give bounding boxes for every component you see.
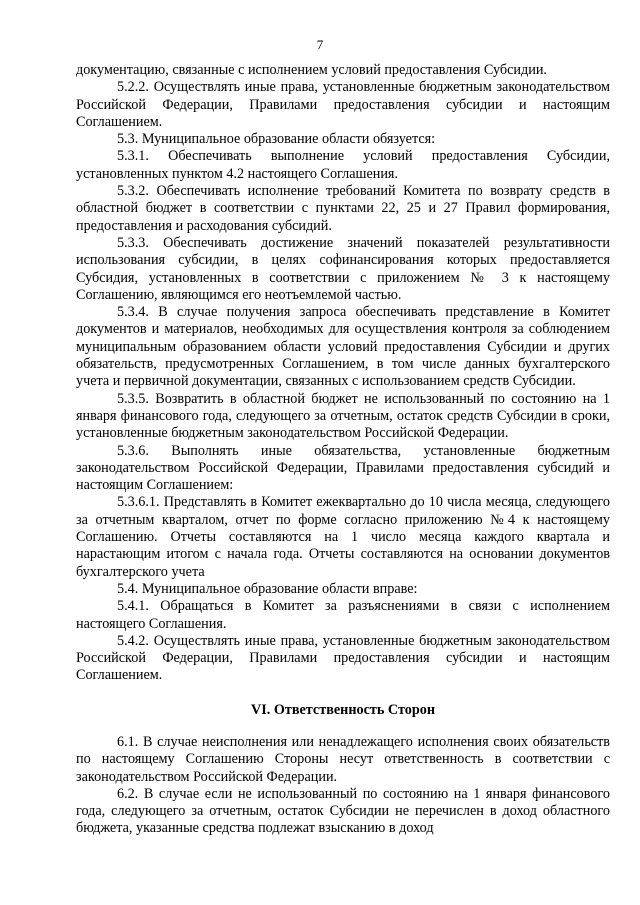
paragraph: 5.3. Муниципальное образование области обязуется:	[117, 131, 436, 148]
paragraph: 5.3.3. Обеспечивать достижение значений показателей результативности использования субсидии, в целях софинансирования которых предоставляется Субсидия, установленных в соответствии с приложением № 3 к настоящему Соглашению, являющимся его неотъемлемой частью.	[76, 234, 610, 303]
section-heading: VI. Ответственность Сторон	[250, 701, 436, 718]
paragraph: 5.3.2. Обеспечивать исполнение требований Комитета по возврату средств в областной бюджет в соответствии с пунктами 22, 25 и 27 Правил формирования, предоставления и расходования субсидий.	[76, 183, 610, 234]
paragraph: 5.3.5. Возвратить в областной бюджет не использованный по состоянию на 1 января финансового года, следующего за отчетным, остаток средств Субсидии в сроки, установленные бюджетным законодательством Российской Федерации.	[76, 390, 610, 442]
paragraph: 6.2. В случае если не использованный по состоянию на 1 января финансового года, следующего за отчетным, остаток Субсидии не перечислен в доход областного бюджета, указанные средства подлежат взысканию в доход	[76, 785, 610, 837]
paragraph: 5.3.4. В случае получения запроса обеспечивать представление в Комитет документов и материалов, необходимых для осуществления контроля за соблюдением муниципальным образованием области условий предоставления Субсидии и других обязательств, предусмотренных Соглашением, в том числе данных бухгалтерского учета и первичной документации, связанных с использованием средств Субсидии.	[76, 304, 610, 390]
paragraph: 6.1. В случае неисполнения или ненадлежащего исполнения своих обязательств по настоящему Соглашению Стороны несут ответственность в соответствии с законодательством Российской Федерации.	[76, 733, 610, 785]
paragraph: 5.3.1. Обеспечивать выполнение условий предоставления Субсидии, установленных пунктом 4.2 настоящего Соглашения.	[76, 148, 610, 182]
paragraph: документацию, связанные с исполнением условий предоставления Субсидии.	[76, 62, 547, 78]
paragraph: 5.4. Муниципальное образование области вправе:	[117, 580, 418, 597]
page-number: 7	[316, 37, 324, 52]
paragraph: 5.3.6. Выполнять иные обязательства, установленные бюджетным законодательством Российской Федерации, Правилами предоставления субсидий и настоящим Соглашением:	[76, 442, 610, 494]
paragraph: 5.4.2. Осуществлять иные права, установленные бюджетным законодательством Российской Федерации, Правилами предоставления субсидии и настоящим Соглашением.	[76, 632, 610, 684]
document-body	[76, 62, 610, 838]
paragraph: 5.4.1. Обращаться в Комитет за разъяснениями в связи с исполнением настоящего Соглашения.	[76, 598, 610, 632]
paragraph: 5.2.2. Осуществлять иные права, установленные бюджетным законодательством Российской Федерации, Правилами предоставления субсидии и настоящим Соглашением.	[76, 79, 610, 130]
paragraph: 5.3.6.1. Представлять в Комитет ежеквартально до 10 числа месяца, следующего за отчетным кварталом, отчет по форме согласно приложению №4 к настоящему Соглашению. Отчеты составляются на 1 число месяца каждого квартала и нарастающим итогом с начала года. Отчеты составляются на основании документов бухгалтерского учета	[76, 494, 610, 580]
